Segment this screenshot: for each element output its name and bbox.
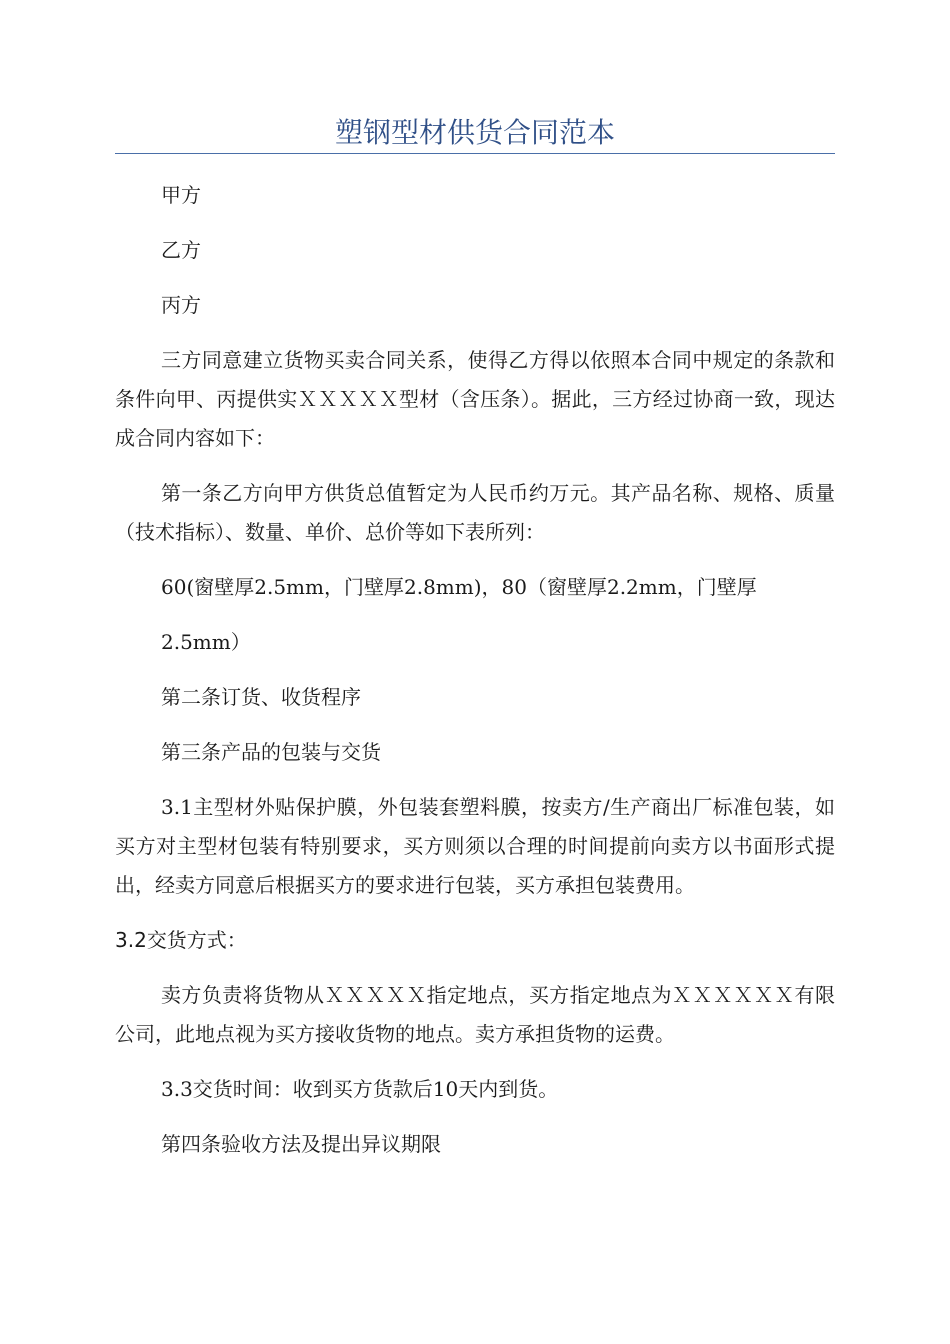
title-underline: [115, 153, 835, 154]
clause-3-3: 3.3交货时间：收到买方货款后10天内到货。: [161, 1077, 559, 1101]
intro-paragraph: 三方同意建立货物买卖合同关系，使得乙方得以依照本合同中规定的条款和条件向甲、丙提供实ＸＸＸＸＸ型材（含压条）。据此，三方经过协商一致，现达成合同内容如下：: [115, 348, 835, 450]
spec-line-2: 2.5mm）: [161, 630, 251, 654]
clause-3-2-heading: [115, 921, 835, 960]
article-2: 第二条订货、收货程序: [161, 685, 361, 709]
clause-3-2-number: 3.2: [115, 928, 147, 952]
party-b-line: 乙方: [161, 238, 201, 262]
delivery-method: 卖方负责将货物从ＸＸＸＸＸ指定地点，买方指定地点为ＸＸＸＸＸＸ有限公司，此地点视为买方接收货物的地点。卖方承担货物的运费。: [115, 983, 835, 1046]
spec-line-1: 60(窗壁厚2.5mm，门壁厚2.8mm)，80（窗壁厚2.2mm，门壁厚: [161, 575, 757, 599]
party-a-line: 甲方: [161, 183, 201, 207]
article-3: 第三条产品的包装与交货: [161, 740, 381, 764]
party-c-line: 丙方: [161, 293, 201, 317]
document-title: 塑钢型材供货合同范本: [334, 116, 615, 149]
document-body: [115, 170, 835, 1164]
article-1: 第一条乙方向甲方供货总值暂定为人民币约万元。其产品名称、规格、质量（技术指标）、数量、单价、总价等如下表所列：: [115, 481, 835, 544]
article-4: 第四条验收方法及提出异议期限: [161, 1132, 441, 1156]
clause-3-2-label: 交货方式：: [146, 928, 247, 952]
clause-3-1: 3.1主型材外贴保护膜，外包装套塑料膜，按卖方/生产商出厂标准包装，如买方对主型材包装有特别要求，买方则须以合理的时间提前向卖方以书面形式提出，经卖方同意后根据买方的要求进行包装，买方承担包装费用。: [115, 795, 835, 897]
